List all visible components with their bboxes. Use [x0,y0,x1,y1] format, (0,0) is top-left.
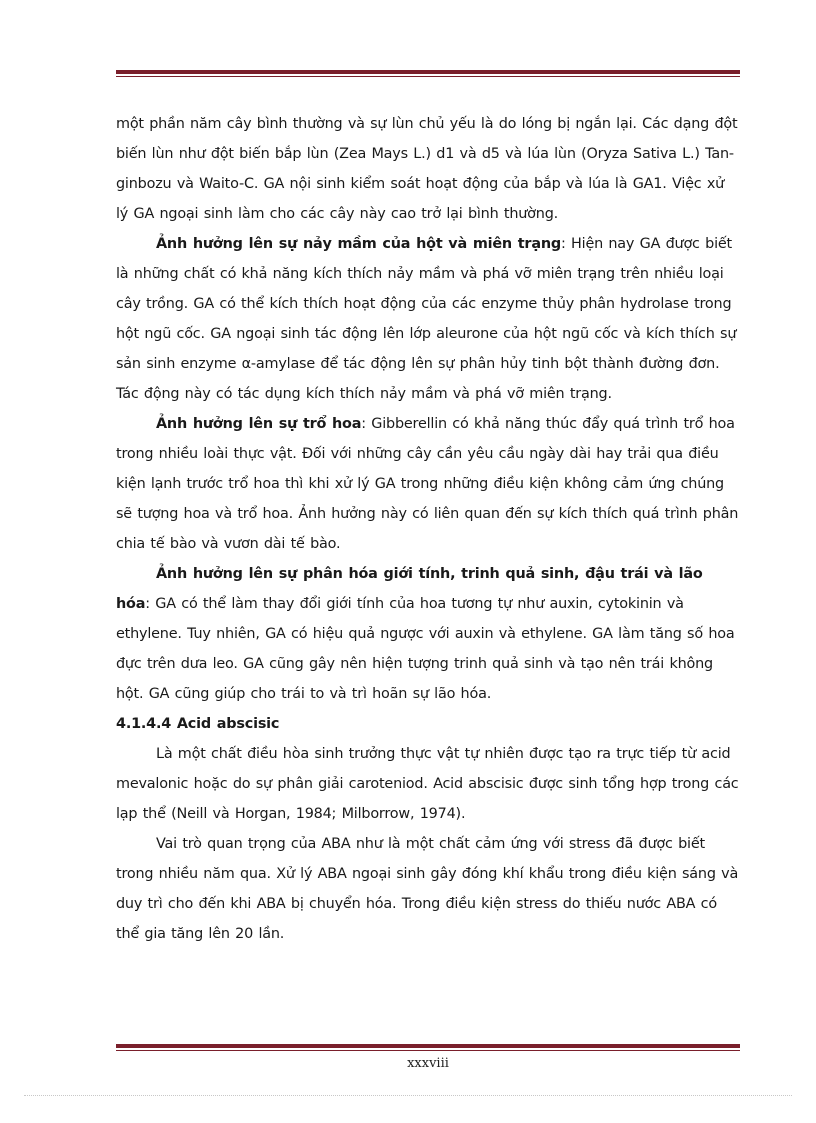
paragraph-2-text: : Hiện nay GA được biết là những chất có khả năng kích thích nảy mầm và phá vỡ miên trạng trên nhiều loại cây trồng. GA có thể kích thích hoạt động của các enzyme thủy phân hydrolase trong hột ngũ cốc. GA ngoại sinh tác động lên lớp aleurone của hột ngũ cốc và kích thích sự sản sinh enzyme α-amylase để tác động lên sự phân hủy tinh bột thành đường đơn. Tác động này có tác dụng kích thích nảy mầm và phá vỡ miên trạng. [116,236,737,402]
header-rule [116,70,740,77]
paragraph-3-lead: Ảnh hưởng lên sự trổ hoa [156,416,362,432]
paragraph-4 [116,559,740,709]
footer-rule-thin-line [116,1050,740,1051]
paragraph-2-lead: Ảnh hưởng lên sự nảy mầm của hột và miên trạng [156,236,561,252]
section-heading: 4.1.4.4 Acid abscisic [116,716,280,732]
paragraph-6: Vai trò quan trọng của ABA như là một chất cảm ứng với stress đã được biết trong nhiều năm qua. Xử lý ABA ngoại sinh gây đóng khí khẩu trong điều kiện sáng và duy trì cho đến khi ABA bị chuyển hóa. Trong điều kiện stress do thiếu nước ABA có thể gia tăng lên 20 lần. [116,836,739,942]
paragraph-3-text: : Gibberellin có khả năng thúc đẩy quá trình trổ hoa trong nhiều loài thực vật. Đối với những cây cần yêu cầu ngày dài hay trải qua điều kiện lạnh trước trổ hoa thì khi xử lý GA trong những điều kiện không cảm ứng chúng sẽ tượng hoa và trổ hoa. Ảnh hưởng này có liên quan đến sự kích thích quá trình phân chia tế bào và vươn dài tế bào. [116,416,739,552]
paragraph-1: một phần năm cây bình thường và sự lùn chủ yếu là do lóng bị ngắn lại. Các dạng đột biến lùn như đột biến bắp lùn (Zea Mays L.) d1 và d5 và lúa lùn (Oryza Sativa L.) Tan-ginbozu và Waito-C. GA nội sinh kiểm soát hoạt động của bắp và lúa là GA1. Việc xử lý GA ngoại sinh làm cho các cây này cao trở lại bình thường. [116,116,738,222]
paragraph-2 [116,229,740,409]
paragraph-4-lead: Ảnh hưởng lên sự phân hóa giới tính, trinh quả sinh, đậu trái và lão hóa [116,566,703,612]
paragraph-5: Là một chất điều hòa sinh trưởng thực vật tự nhiên được tạo ra trực tiếp từ acid mevalonic hoặc do sự phân giải caroteniod. Acid abscisic được sinh tổng hợp trong các lạp thể (Neill và Horgan, 1984; Milborrow, 1974). [116,746,739,822]
footer-rule [116,1044,740,1051]
paragraph-4-text: : GA có thể làm thay đổi giới tính của hoa tương tự như auxin, cytokinin và ethylene. Tuy nhiên, GA có hiệu quả ngược với auxin và ethylene. GA làm tăng số hoa đực trên dưa leo. GA cũng gây nên hiện tượng trinh quả sinh và tạo nên trái không hột. GA cũng giúp cho trái to và trì hoãn sự lão hóa. [116,596,735,702]
footer-rule-thick-line [116,1044,740,1048]
page-number: xxxviii [407,1056,449,1071]
header-rule-thick-line [116,70,740,74]
header-rule-thin-line [116,76,740,77]
page-edge-divider [24,1095,792,1096]
page-body [116,109,740,949]
paragraph-3 [116,409,740,559]
